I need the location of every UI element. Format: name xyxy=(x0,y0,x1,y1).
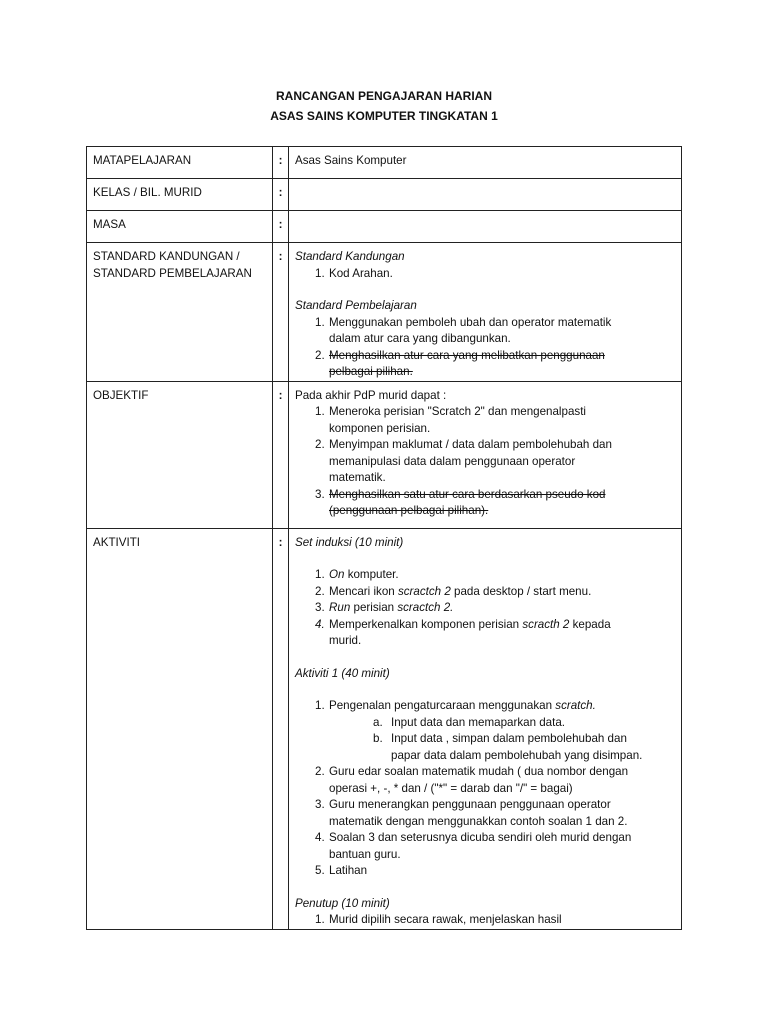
row-standard xyxy=(87,243,682,382)
list-item: 3. Run perisian scractch 2. xyxy=(315,601,454,614)
list-item: 1. Menggunakan pemboleh ubah dan operator matematik dalam atur cara yang dibangunkan. xyxy=(315,315,612,345)
colon: : xyxy=(278,388,283,402)
list-item: 2. Guru edar soalan matematik mudah ( dua nombor dengan operasi +, -, * dan / ("*" = darab dan "/" = bagai) xyxy=(315,765,629,795)
list-item: 4. Memperkenalkan komponen perisian scracth 2 kepada murid. xyxy=(315,617,611,647)
list-item-struck: 3. Menghasilkan satu atur cara berdasarkan pseudo kod (penggunaan pelbagai pilihan). xyxy=(315,487,606,517)
list-item: 4. Soalan 3 dan seterusnya dicuba sendiri oleh murid dengan bantuan guru. xyxy=(315,831,632,861)
set-induksi-heading: Set induksi (10 minit) xyxy=(295,535,404,549)
list-item: 2. Menyimpan maklumat / data dalam pembolehubah dan memanipulasi data dalam penggunaan operator matematik. xyxy=(315,438,612,484)
sp-heading: Standard Pembelajaran xyxy=(295,299,417,312)
list-item-struck: 2. Menghasilkan atur cara yang melibatkan penggunaan pelbagai pilihan. xyxy=(315,348,605,378)
label-objektif: OBJEKTIF xyxy=(93,388,149,402)
list-item: 1. Murid dipilih secara rawak, menjelaskan hasil xyxy=(315,913,562,926)
penutup-heading: Penutup (10 minit) xyxy=(295,896,390,910)
lesson-plan-table xyxy=(86,146,682,930)
sub-list-item: b. Input data , simpan dalam pembolehubah dan papar data dalam pembolehubah yang disimpan. xyxy=(373,732,643,762)
sk-heading: Standard Kandungan xyxy=(295,250,405,263)
colon: : xyxy=(278,250,283,263)
row-matapelajaran xyxy=(87,147,682,179)
value-masa xyxy=(289,211,681,217)
list-item: 1. Pengenalan pengaturcaraan menggunakan scratch. xyxy=(315,699,596,712)
aktiviti1-heading: Aktiviti 1 (40 minit) xyxy=(295,666,390,680)
list-item: 1. On komputer. xyxy=(315,568,399,581)
list-item: 3. Guru menerangkan penggunaan penggunaan operator matematik dengan menggunakkan contoh soalan 1 dan 2. xyxy=(315,798,628,828)
document-subtitle: ASAS SAINS KOMPUTER TINGKATAN 1 xyxy=(270,109,498,123)
objektif-intro: Pada akhir PdP murid dapat : xyxy=(295,388,447,402)
label-kelas: KELAS / BIL. MURID xyxy=(93,186,202,199)
list-item: 2. Mencari ikon scractch 2 pada desktop / start menu. xyxy=(315,584,592,598)
row-objektif xyxy=(87,381,682,528)
row-masa xyxy=(87,211,682,243)
colon: : xyxy=(278,186,283,199)
label-masa: MASA xyxy=(93,218,126,231)
label-aktiviti: AKTIVITI xyxy=(93,535,141,549)
list-item: 1. Meneroka perisian "Scratch 2" dan mengenalpasti komponen perisian. xyxy=(315,405,586,435)
document-title: RANCANGAN PENGAJARAN HARIAN xyxy=(275,89,492,103)
list-item: 1. Kod Arahan. xyxy=(315,266,393,280)
colon: : xyxy=(278,218,283,231)
colon: : xyxy=(278,535,283,549)
label-matapelajaran: MATAPELAJARAN xyxy=(93,154,192,167)
row-aktiviti xyxy=(87,528,682,929)
row-kelas xyxy=(87,179,682,211)
label-standard: STANDARD KANDUNGAN / STANDARD PEMBELAJARAN xyxy=(93,250,252,280)
value-matapelajaran: Asas Sains Komputer xyxy=(295,154,407,167)
colon: : xyxy=(278,154,283,167)
list-item: 5. Latihan xyxy=(315,864,368,877)
value-kelas xyxy=(289,179,681,185)
sub-list-item: a. Input data dan memaparkan data. xyxy=(373,715,566,729)
